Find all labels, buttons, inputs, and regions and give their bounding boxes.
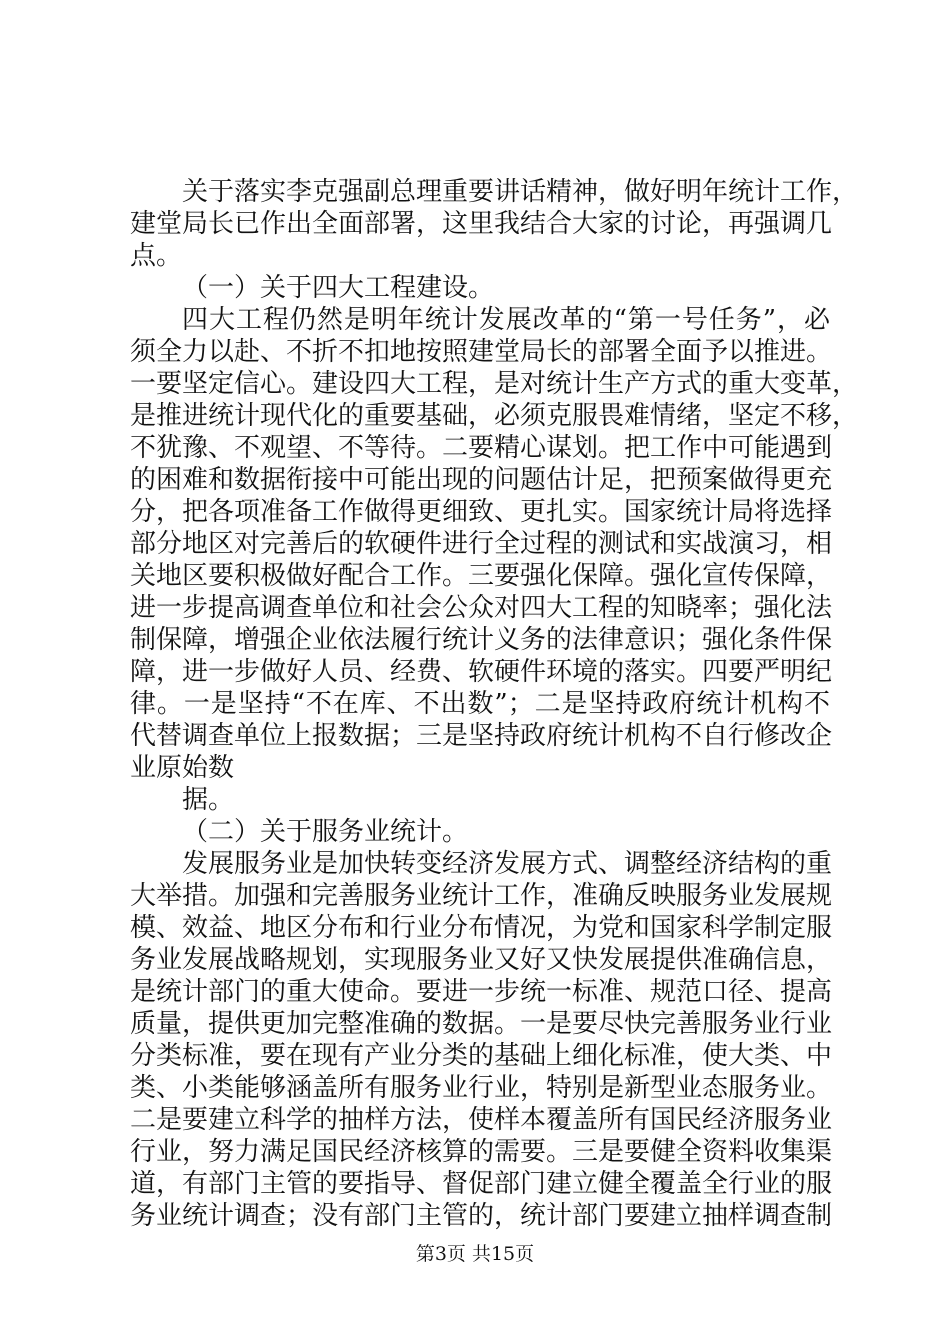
paragraph-line: 制保障，增强企业依法履行统计义务的法律意识；强化条件保 bbox=[130, 625, 833, 655]
paragraph-line: 部分地区对完善后的软硬件进行全过程的测试和实战演习，相 bbox=[130, 529, 833, 559]
paragraph-line: 一要坚定信心。建设四大工程，是对统计生产方式的重大变革， bbox=[130, 369, 859, 399]
paragraph-line: 模、效益、地区分布和行业分布情况，为党和国家科学制定服 bbox=[130, 913, 833, 943]
paragraph-line: 须全力以赴、不折不扣地按照建堂局长的部署全面予以推进。 bbox=[130, 337, 833, 367]
paragraph-line: 障，进一步做好人员、经费、软硬件环境的落实。四要严明纪 bbox=[130, 657, 833, 687]
paragraph-line: 行业，努力满足国民经济核算的需要。三是要健全资料收集渠 bbox=[130, 1137, 833, 1167]
paragraph-line: 类、小类能够涵盖所有服务业行业，特别是新型业态服务业。 bbox=[130, 1073, 833, 1103]
paragraph-line: 关于落实李克强副总理重要讲话精神，做好明年统计工作， bbox=[182, 177, 859, 207]
paragraph-line: 道，有部门主管的要指导、督促部门建立健全覆盖全行业的服 bbox=[130, 1169, 833, 1199]
paragraph-line: 建堂局长已作出全面部署，这里我结合大家的讨论，再强调几 bbox=[130, 209, 833, 239]
paragraph-line: 代替调查单位上报数据；三是坚持政府统计机构不自行修改企 bbox=[130, 721, 833, 751]
paragraph-line: 是统计部门的重大使命。要进一步统一标准、规范口径、提高 bbox=[130, 977, 833, 1007]
paragraph-line: 不犹豫、不观望、不等待。二要精心谋划。把工作中可能遇到 bbox=[130, 433, 833, 463]
paragraph-line: 的困难和数据衔接中可能出现的问题估计足，把预案做得更充 bbox=[130, 465, 833, 495]
paragraph-line: 二是要建立科学的抽样方法，使样本覆盖所有国民经济服务业 bbox=[130, 1105, 833, 1135]
paragraph-line: 质量，提供更加完整准确的数据。一是要尽快完善服务业行业 bbox=[130, 1009, 833, 1039]
paragraph-line: 是推进统计现代化的重要基础，必须克服畏难情绪，坚定不移， bbox=[130, 401, 859, 431]
section-heading: （一）关于四大工程建设。 bbox=[182, 273, 495, 303]
paragraph-line: 业原始数 bbox=[130, 753, 235, 783]
section-heading: （二）关于服务业统计。 bbox=[182, 817, 469, 847]
paragraph-line: 律。一是坚持“不在库、不出数”；二是坚持政府统计机构不 bbox=[130, 689, 830, 719]
paragraph-line: 进一步提高调查单位和社会公众对四大工程的知晓率；强化法 bbox=[130, 593, 833, 623]
paragraph-line: 分，把各项准备工作做得更细致、更扎实。国家统计局将选择 bbox=[130, 497, 833, 527]
paragraph-line: 分类标准，要在现有产业分类的基础上细化标准，使大类、中 bbox=[130, 1041, 833, 1071]
paragraph-line: 点。 bbox=[130, 241, 183, 271]
paragraph-line: 大举措。加强和完善服务业统计工作，准确反映服务业发展规 bbox=[130, 881, 833, 911]
paragraph-line: 发展服务业是加快转变经济发展方式、调整经济结构的重 bbox=[182, 849, 833, 879]
paragraph-line: 务业发展战略规划，实现服务业又好又快发展提供准确信息， bbox=[130, 945, 833, 975]
page-number: 第3页 共15页 bbox=[415, 1243, 535, 1265]
paragraph-line: 关地区要积极做好配合工作。三要强化保障。强化宣传保障， bbox=[130, 561, 833, 591]
paragraph-line: 务业统计调查；没有部门主管的，统计部门要建立抽样调查制 bbox=[130, 1201, 833, 1231]
paragraph-line: 四大工程仍然是明年统计发展改革的“第一号任务”，必 bbox=[182, 305, 830, 335]
paragraph-line: 据。 bbox=[182, 785, 235, 815]
